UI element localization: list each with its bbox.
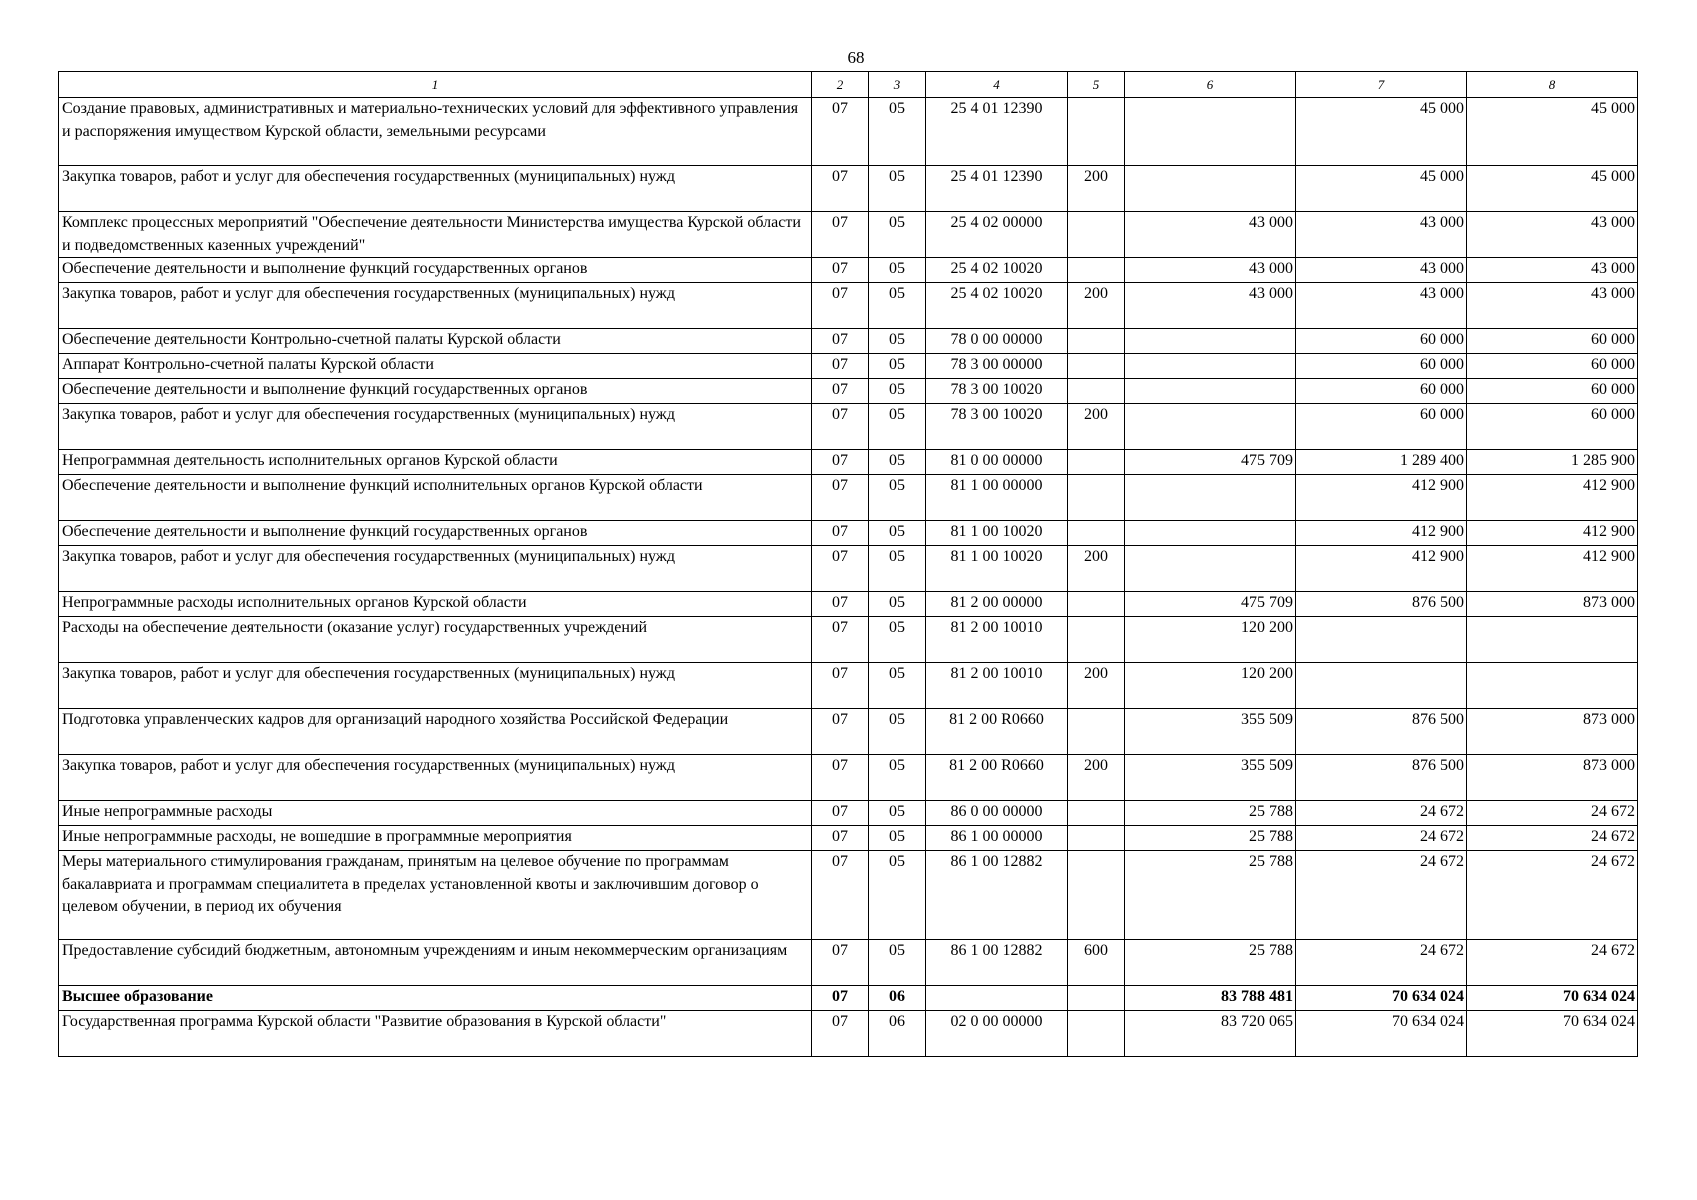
amount-col6-cell: [1125, 546, 1296, 592]
expense-type-cell: [1068, 709, 1125, 755]
table-row: [59, 1011, 1638, 1057]
description-cell: Высшее образование: [59, 986, 812, 1011]
subsection-cell: 05: [869, 521, 926, 546]
table-row: [59, 663, 1638, 709]
table-row: [59, 404, 1638, 450]
amount-col7-cell: 60 000: [1296, 404, 1467, 450]
subsection-cell: 05: [869, 258, 926, 283]
table-row: [59, 709, 1638, 755]
amount-col8-cell: 43 000: [1467, 212, 1638, 258]
target-article-cell: 78 0 00 00000: [926, 329, 1068, 354]
target-article-cell: 81 2 00 R0660: [926, 755, 1068, 801]
amount-col7-cell: 45 000: [1296, 166, 1467, 212]
amount-col8-cell: [1467, 663, 1638, 709]
amount-col8-cell: 873 000: [1467, 755, 1638, 801]
target-article-cell: 81 2 00 10010: [926, 663, 1068, 709]
amount-col7-cell: 45 000: [1296, 98, 1467, 166]
subsection-cell: 05: [869, 329, 926, 354]
subsection-cell: 05: [869, 826, 926, 851]
amount-col7-cell: 43 000: [1296, 283, 1467, 329]
amount-col8-cell: [1467, 617, 1638, 663]
table-row: [59, 592, 1638, 617]
subsection-cell: 05: [869, 709, 926, 755]
section-cell: 07: [812, 663, 869, 709]
amount-col8-cell: 24 672: [1467, 801, 1638, 826]
amount-col8-cell: 1 285 900: [1467, 450, 1638, 475]
amount-col6-cell: [1125, 354, 1296, 379]
table-row: [59, 258, 1638, 283]
expense-type-cell: 200: [1068, 755, 1125, 801]
amount-col6-cell: [1125, 521, 1296, 546]
amount-col6-cell: 25 788: [1125, 801, 1296, 826]
subsection-cell: 05: [869, 755, 926, 801]
expense-type-cell: [1068, 329, 1125, 354]
amount-col6-cell: 475 709: [1125, 450, 1296, 475]
expense-type-cell: 200: [1068, 283, 1125, 329]
expense-type-cell: [1068, 851, 1125, 940]
target-article-cell: 25 4 01 12390: [926, 98, 1068, 166]
column-header: 4: [926, 72, 1068, 98]
description-cell: Закупка товаров, работ и услуг для обеспечения государственных (муниципальных) нужд: [59, 755, 812, 801]
expense-type-cell: [1068, 1011, 1125, 1057]
expense-type-cell: 200: [1068, 546, 1125, 592]
table-row: [59, 283, 1638, 329]
target-article-cell: 25 4 01 12390: [926, 166, 1068, 212]
expense-type-cell: [1068, 986, 1125, 1011]
subsection-cell: 05: [869, 475, 926, 521]
amount-col7-cell: 70 634 024: [1296, 986, 1467, 1011]
section-cell: 07: [812, 617, 869, 663]
description-cell: Закупка товаров, работ и услуг для обеспечения государственных (муниципальных) нужд: [59, 404, 812, 450]
page-number: 68: [847, 48, 865, 67]
subsection-cell: 05: [869, 801, 926, 826]
subsection-cell: 06: [869, 1011, 926, 1057]
amount-col6-cell: 25 788: [1125, 826, 1296, 851]
amount-col6-cell: [1125, 404, 1296, 450]
target-article-cell: [926, 986, 1068, 1011]
target-article-cell: 86 0 00 00000: [926, 801, 1068, 826]
expense-type-cell: [1068, 592, 1125, 617]
amount-col7-cell: 43 000: [1296, 212, 1467, 258]
description-cell: Закупка товаров, работ и услуг для обеспечения государственных (муниципальных) нужд: [59, 663, 812, 709]
subsection-cell: 05: [869, 592, 926, 617]
amount-col6-cell: 83 720 065: [1125, 1011, 1296, 1057]
subsection-cell: 05: [869, 617, 926, 663]
header-row: [59, 72, 1638, 98]
expense-type-cell: [1068, 212, 1125, 258]
amount-col7-cell: 60 000: [1296, 354, 1467, 379]
description-cell: Меры материального стимулирования гражданам, принятым на целевое обучение по программам бакалавриата и программам специалитета в пределах установленной квоты и заключившим договор о целевом обучении, в период их обучения: [59, 851, 812, 940]
table-row: [59, 826, 1638, 851]
table-row: [59, 617, 1638, 663]
expense-type-cell: [1068, 354, 1125, 379]
description-cell: Аппарат Контрольно-счетной палаты Курской области: [59, 354, 812, 379]
amount-col6-cell: [1125, 166, 1296, 212]
table-row: [59, 450, 1638, 475]
amount-col7-cell: 24 672: [1296, 826, 1467, 851]
amount-col8-cell: 43 000: [1467, 258, 1638, 283]
table-row: [59, 986, 1638, 1011]
expense-type-cell: [1068, 475, 1125, 521]
amount-col8-cell: 43 000: [1467, 283, 1638, 329]
section-cell: 07: [812, 826, 869, 851]
amount-col7-cell: 24 672: [1296, 851, 1467, 940]
section-cell: 07: [812, 851, 869, 940]
section-cell: 07: [812, 354, 869, 379]
subsection-cell: 05: [869, 354, 926, 379]
amount-col7-cell: 412 900: [1296, 546, 1467, 592]
target-article-cell: 81 1 00 10020: [926, 521, 1068, 546]
amount-col7-cell: 876 500: [1296, 592, 1467, 617]
amount-col6-cell: 43 000: [1125, 258, 1296, 283]
amount-col7-cell: 1 289 400: [1296, 450, 1467, 475]
amount-col8-cell: 45 000: [1467, 166, 1638, 212]
expense-type-cell: [1068, 617, 1125, 663]
description-cell: Иные непрограммные расходы, не вошедшие в программные мероприятия: [59, 826, 812, 851]
description-cell: Обеспечение деятельности и выполнение функций государственных органов: [59, 379, 812, 404]
amount-col8-cell: 24 672: [1467, 940, 1638, 986]
amount-col7-cell: [1296, 663, 1467, 709]
table-row: [59, 521, 1638, 546]
amount-col6-cell: 355 509: [1125, 709, 1296, 755]
expense-type-cell: [1068, 258, 1125, 283]
amount-col6-cell: 120 200: [1125, 617, 1296, 663]
column-header: 2: [812, 72, 869, 98]
target-article-cell: 86 1 00 12882: [926, 940, 1068, 986]
subsection-cell: 05: [869, 379, 926, 404]
column-header: 5: [1068, 72, 1125, 98]
target-article-cell: 86 1 00 12882: [926, 851, 1068, 940]
table-row: [59, 851, 1638, 940]
amount-col8-cell: 70 634 024: [1467, 1011, 1638, 1057]
table-row: [59, 354, 1638, 379]
section-cell: 07: [812, 986, 869, 1011]
target-article-cell: 81 2 00 00000: [926, 592, 1068, 617]
target-article-cell: 02 0 00 00000: [926, 1011, 1068, 1057]
amount-col8-cell: 60 000: [1467, 404, 1638, 450]
amount-col8-cell: 873 000: [1467, 592, 1638, 617]
description-cell: Непрограммная деятельность исполнительных органов Курской области: [59, 450, 812, 475]
section-cell: 07: [812, 546, 869, 592]
section-cell: 07: [812, 709, 869, 755]
target-article-cell: 86 1 00 00000: [926, 826, 1068, 851]
table-row: [59, 546, 1638, 592]
target-article-cell: 78 3 00 10020: [926, 379, 1068, 404]
description-cell: Обеспечение деятельности и выполнение функций государственных органов: [59, 258, 812, 283]
table-row: [59, 801, 1638, 826]
description-cell: Иные непрограммные расходы: [59, 801, 812, 826]
table-row: [59, 98, 1638, 166]
target-article-cell: 78 3 00 00000: [926, 354, 1068, 379]
amount-col6-cell: [1125, 98, 1296, 166]
description-cell: Закупка товаров, работ и услуг для обеспечения государственных (муниципальных) нужд: [59, 166, 812, 212]
description-cell: Обеспечение деятельности и выполнение функций государственных органов: [59, 521, 812, 546]
description-cell: Создание правовых, административных и материально-технических условий для эффективного управления и распоряжения имуществом Курской области, земельными ресурсами: [59, 98, 812, 166]
subsection-cell: 05: [869, 940, 926, 986]
column-header: 7: [1296, 72, 1467, 98]
description-cell: Комплекс процессных мероприятий "Обеспечение деятельности Министерства имущества Курской области и подведомственных казенных учреждений": [59, 212, 812, 258]
table-row: [59, 212, 1638, 258]
section-cell: 07: [812, 521, 869, 546]
target-article-cell: 81 2 00 10010: [926, 617, 1068, 663]
table-row: [59, 329, 1638, 354]
amount-col8-cell: 45 000: [1467, 98, 1638, 166]
column-header: 8: [1467, 72, 1638, 98]
amount-col6-cell: 25 788: [1125, 851, 1296, 940]
expense-type-cell: 200: [1068, 404, 1125, 450]
amount-col6-cell: 43 000: [1125, 212, 1296, 258]
target-article-cell: 25 4 02 00000: [926, 212, 1068, 258]
section-cell: 07: [812, 450, 869, 475]
section-cell: 07: [812, 940, 869, 986]
expense-type-cell: [1068, 98, 1125, 166]
section-cell: 07: [812, 166, 869, 212]
expense-type-cell: [1068, 521, 1125, 546]
section-cell: 07: [812, 212, 869, 258]
expense-type-cell: 600: [1068, 940, 1125, 986]
target-article-cell: 81 1 00 10020: [926, 546, 1068, 592]
amount-col8-cell: 60 000: [1467, 329, 1638, 354]
amount-col6-cell: 43 000: [1125, 283, 1296, 329]
amount-col7-cell: [1296, 617, 1467, 663]
subsection-cell: 05: [869, 212, 926, 258]
amount-col7-cell: 70 634 024: [1296, 1011, 1467, 1057]
target-article-cell: 25 4 02 10020: [926, 283, 1068, 329]
subsection-cell: 05: [869, 663, 926, 709]
subsection-cell: 05: [869, 546, 926, 592]
amount-col7-cell: 412 900: [1296, 521, 1467, 546]
section-cell: 07: [812, 801, 869, 826]
target-article-cell: 25 4 02 10020: [926, 258, 1068, 283]
amount-col6-cell: 25 788: [1125, 940, 1296, 986]
amount-col7-cell: 876 500: [1296, 755, 1467, 801]
description-cell: Обеспечение деятельности Контрольно-счетной палаты Курской области: [59, 329, 812, 354]
description-cell: Подготовка управленческих кадров для организаций народного хозяйства Российской Федерации: [59, 709, 812, 755]
target-article-cell: 81 2 00 R0660: [926, 709, 1068, 755]
table-row: [59, 755, 1638, 801]
amount-col7-cell: 43 000: [1296, 258, 1467, 283]
description-cell: Государственная программа Курской области "Развитие образования в Курской области": [59, 1011, 812, 1057]
target-article-cell: 81 1 00 00000: [926, 475, 1068, 521]
amount-col6-cell: 120 200: [1125, 663, 1296, 709]
expense-type-cell: 200: [1068, 663, 1125, 709]
amount-col7-cell: 876 500: [1296, 709, 1467, 755]
subsection-cell: 05: [869, 404, 926, 450]
expense-type-cell: [1068, 801, 1125, 826]
subsection-cell: 05: [869, 450, 926, 475]
table-row: [59, 379, 1638, 404]
expense-type-cell: [1068, 379, 1125, 404]
amount-col8-cell: 60 000: [1467, 354, 1638, 379]
amount-col6-cell: [1125, 379, 1296, 404]
subsection-cell: 05: [869, 283, 926, 329]
expense-type-cell: [1068, 450, 1125, 475]
target-article-cell: 78 3 00 10020: [926, 404, 1068, 450]
amount-col6-cell: [1125, 329, 1296, 354]
description-cell: Расходы на обеспечение деятельности (оказание услуг) государственных учреждений: [59, 617, 812, 663]
amount-col8-cell: 24 672: [1467, 851, 1638, 940]
expense-type-cell: [1068, 826, 1125, 851]
amount-col7-cell: 24 672: [1296, 940, 1467, 986]
amount-col7-cell: 60 000: [1296, 379, 1467, 404]
subsection-cell: 05: [869, 166, 926, 212]
amount-col7-cell: 24 672: [1296, 801, 1467, 826]
amount-col8-cell: 70 634 024: [1467, 986, 1638, 1011]
description-cell: Обеспечение деятельности и выполнение функций исполнительных органов Курской области: [59, 475, 812, 521]
subsection-cell: 06: [869, 986, 926, 1011]
amount-col8-cell: 412 900: [1467, 521, 1638, 546]
amount-col8-cell: 873 000: [1467, 709, 1638, 755]
amount-col8-cell: 412 900: [1467, 475, 1638, 521]
section-cell: 07: [812, 475, 869, 521]
expense-type-cell: 200: [1068, 166, 1125, 212]
amount-col8-cell: 412 900: [1467, 546, 1638, 592]
amount-col6-cell: 475 709: [1125, 592, 1296, 617]
description-cell: Непрограммные расходы исполнительных органов Курской области: [59, 592, 812, 617]
amount-col7-cell: 412 900: [1296, 475, 1467, 521]
amount-col7-cell: 60 000: [1296, 329, 1467, 354]
amount-col6-cell: [1125, 475, 1296, 521]
description-cell: Предоставление субсидий бюджетным, автономным учреждениям и иным некоммерческим организациям: [59, 940, 812, 986]
amount-col8-cell: 24 672: [1467, 826, 1638, 851]
amount-col6-cell: 83 788 481: [1125, 986, 1296, 1011]
subsection-cell: 05: [869, 98, 926, 166]
subsection-cell: 05: [869, 851, 926, 940]
column-header: 3: [869, 72, 926, 98]
section-cell: 07: [812, 98, 869, 166]
section-cell: 07: [812, 258, 869, 283]
amount-col6-cell: 355 509: [1125, 755, 1296, 801]
target-article-cell: 81 0 00 00000: [926, 450, 1068, 475]
section-cell: 07: [812, 592, 869, 617]
section-cell: 07: [812, 283, 869, 329]
table-row: [59, 940, 1638, 986]
description-cell: Закупка товаров, работ и услуг для обеспечения государственных (муниципальных) нужд: [59, 283, 812, 329]
column-header: 1: [59, 72, 812, 98]
section-cell: 07: [812, 755, 869, 801]
budget-table: [58, 71, 1638, 1057]
description-cell: Закупка товаров, работ и услуг для обеспечения государственных (муниципальных) нужд: [59, 546, 812, 592]
amount-col8-cell: 60 000: [1467, 379, 1638, 404]
column-header: 6: [1125, 72, 1296, 98]
section-cell: 07: [812, 1011, 869, 1057]
section-cell: 07: [812, 329, 869, 354]
section-cell: 07: [812, 379, 869, 404]
table-row: [59, 475, 1638, 521]
section-cell: 07: [812, 404, 869, 450]
table-row: [59, 166, 1638, 212]
